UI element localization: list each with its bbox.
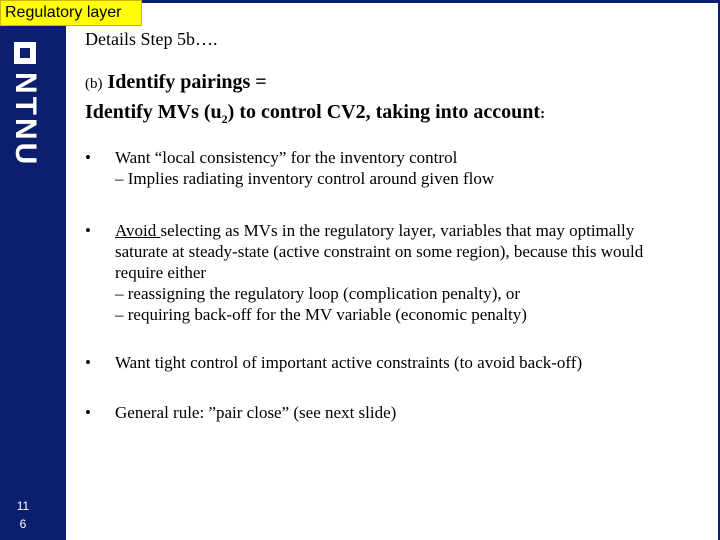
bullet-marker: • <box>85 221 91 240</box>
heading-line2-a: Identify MVs (u <box>85 101 222 123</box>
slide-number <box>8 497 38 533</box>
sidebar <box>0 0 66 540</box>
bullet-text: Want “local consistency” for the inventory control <box>115 148 458 167</box>
bullet-sub-item: – Implies radiating inventory control around given flow <box>115 169 495 188</box>
details-step: Details Step 5b…. <box>85 29 218 49</box>
heading-prefix: (b) <box>85 76 103 92</box>
bullet-text <box>115 220 685 283</box>
bullet-marker: • <box>85 148 91 167</box>
bullet-sub-item: – requiring back-off for the MV variable (economic penalty) <box>115 305 527 324</box>
bullet-text: Want tight control of important active constraints (to avoid back-off) <box>115 353 583 372</box>
bullet-text: General rule: ”pair close” (see next slide) <box>115 403 397 422</box>
slide-heading <box>85 68 545 133</box>
bullet-underlined-text: Avoid <box>115 221 161 240</box>
bullet-marker: • <box>85 403 91 422</box>
heading-colon: : <box>540 106 546 122</box>
section-tag: Regulatory layer <box>0 0 142 26</box>
slide-number-line1: 11 <box>16 499 30 513</box>
bullet-body-text: selecting as MVs in the regulatory layer, variables that may optimally saturate at steady-state (active constraint on some region), because this would require either <box>115 221 644 282</box>
brand-text: NTNU <box>9 72 42 168</box>
bullet-marker: • <box>85 353 91 372</box>
bullet-sub-item: – reassigning the regulatory loop (complication penalty), or <box>115 284 521 303</box>
ntnu-logo-icon <box>14 42 36 64</box>
heading-line1: Identify pairings = <box>107 71 267 93</box>
heading-line2-b: ) to control CV2, taking into account <box>227 101 541 123</box>
slide-number-line2: 6 <box>19 517 27 531</box>
heading-subscript: 2 <box>221 112 228 126</box>
